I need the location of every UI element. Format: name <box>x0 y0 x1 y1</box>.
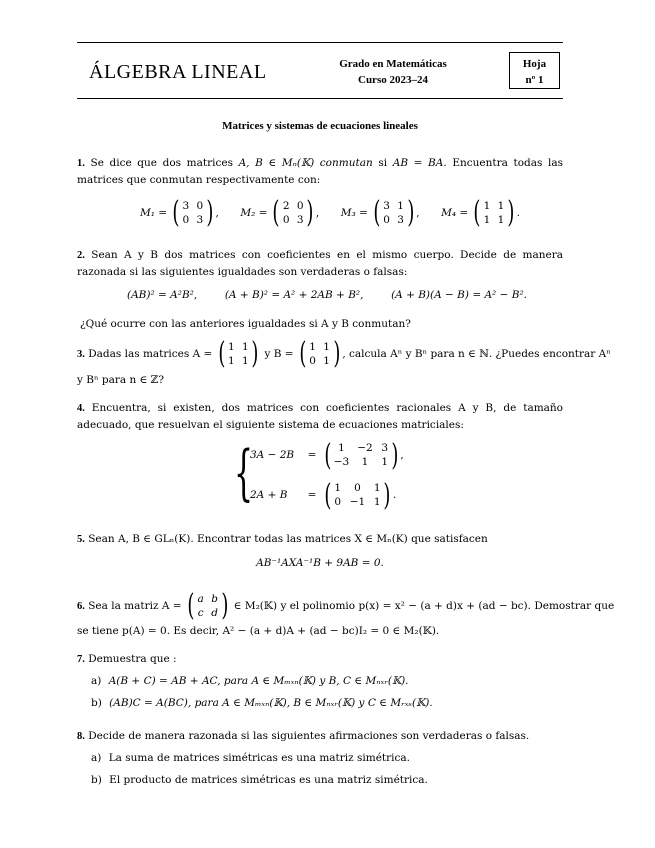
exercise-7: 7. Demuestra que : <box>77 653 177 665</box>
system-row-2: 2A + B = ( 1 0 1 0 −1 1 ) . <box>250 477 397 513</box>
course-year: Curso 2023–24 <box>358 74 428 86</box>
matrix-abcd: ( a b c d ) <box>187 588 229 623</box>
degree-name: Grado en Matemáticas <box>339 58 447 70</box>
exercise-1: 1. Se dice que dos matrices A, B ∈ Mₙ(𝕂) conmutan si AB = BA. Encuentra todas las matrices que conmutan respectivamente con: <box>77 157 564 186</box>
exercise-number: 2. <box>77 250 85 261</box>
sheet-number: nº 1 <box>525 74 544 86</box>
ex7-item-a: a) A(B + C) = AB + AC, para A ∈ Mₘₓₙ(𝕂) y B, C ∈ Mₙₓᵣ(𝕂). <box>91 675 409 687</box>
matrix-m2: M₂ = ( 2 0 0 3 ) , <box>240 195 320 230</box>
section-title: Matrices y sistemas de ecuaciones lineales <box>222 120 418 132</box>
exercise-number: 6. <box>77 601 85 612</box>
ex8-item-b: b) El producto de matrices simétricas es una matriz simétrica. <box>91 774 428 786</box>
exercise-number: 1. <box>77 158 85 169</box>
exercise-2: 2. Sean A y B dos matrices con coeficientes en el mismo cuerpo. Decide de manera razonada si las siguientes igualdades son verdaderas o falsas: <box>77 249 563 278</box>
equation-2: (A + B)² = A² + 2AB + B², <box>224 289 364 301</box>
equation-1: (AB)² = A²B², <box>127 289 198 301</box>
sheet-box <box>509 52 560 89</box>
ex7-item-b: b) (AB)C = A(BC), para A ∈ Mₘₓₙ(𝕂), B ∈ Mₙₓᵣ(𝕂) y C ∈ Mᵣₓₛ(𝕂). <box>91 697 433 709</box>
ex4-system <box>250 437 510 513</box>
exercise-3: 3. Dadas las matrices A = ( 1 1 1 1 ) y B = ( 1 1 0 1 ) , calcula Aⁿ y Bⁿ para n ∈ ℕ. ¿Puedes encontrar Aⁿ <box>77 336 611 371</box>
exercise-6: 6. Sea la matriz A = ( a b c d ) ∈ M₂(𝕂) y el polinomio p(x) = x² − (a + d)x + (ad − bc). Demostrar que <box>77 588 615 623</box>
matrix-rhs-1: ( 1 −2 3 −3 1 1 ) , <box>324 437 404 473</box>
ex2-equations <box>127 289 527 301</box>
ex2-followup: ¿Qué ocurre con las anteriores igualdades si A y B conmutan? <box>80 318 411 330</box>
matrix-rhs-2: ( 1 0 1 0 −1 1 ) . <box>324 477 397 513</box>
ex8-item-a: a) La suma de matrices simétricas es una matriz simétrica. <box>91 752 411 764</box>
top-rule <box>77 42 563 43</box>
exercise-number: 8. <box>77 731 85 742</box>
header-bottom-rule <box>77 98 563 99</box>
ex6-line2: se tiene p(A) = 0. Es decir, A² − (a + d)A + (ad − bc)I₂ = 0 ∈ M₂(𝕂). <box>77 625 440 637</box>
ex1-matrices <box>140 195 520 230</box>
matrix-a: ( 1 1 1 1 ) <box>218 336 259 371</box>
exercise-number: 7. <box>77 654 85 665</box>
matrix-m4: M₄ = ( 1 1 1 1 ) . <box>441 195 520 230</box>
equation-3: (A + B)(A − B) = A² − B². <box>391 289 527 301</box>
matrix-b: ( 1 1 0 1 ) <box>299 336 340 371</box>
exercise-5: 5. Sean A, B ∈ GLₙ(K). Encontrar todas las matrices X ∈ Mₙ(K) que satisfacen <box>77 533 488 545</box>
exercise-number: 3. <box>77 349 85 360</box>
ex3-line2: y Bⁿ para n ∈ ℤ? <box>77 374 164 386</box>
course-title: ÁLGEBRA LINEAL <box>89 61 267 83</box>
system-row-1: 3A − 2B = ( 1 −2 3 −3 1 1 ) , <box>250 437 404 473</box>
degree-info <box>318 56 468 88</box>
exercise-number: 4. <box>77 403 85 414</box>
matrix-m1: M₁ = ( 3 0 0 3 ) , <box>140 195 219 230</box>
sheet-label: Hoja <box>522 58 547 70</box>
matrix-m3: M₃ = ( 3 1 0 3 ) , <box>340 195 420 230</box>
ex5-equation: AB⁻¹AXA⁻¹B + 9AB = 0. <box>256 557 384 569</box>
exercise-8: 8. Decide de manera razonada si las siguientes afirmaciones son verdaderas o falsas. <box>77 730 530 742</box>
exercise-number: 5. <box>77 534 85 545</box>
exercise-4: 4. Encuentra, si existen, dos matrices con coeficientes racionales A y B, de tamaño adecuado, que resuelvan el siguiente sistema de ecuaciones matriciales: <box>77 402 563 431</box>
system-brace: { <box>234 438 254 508</box>
